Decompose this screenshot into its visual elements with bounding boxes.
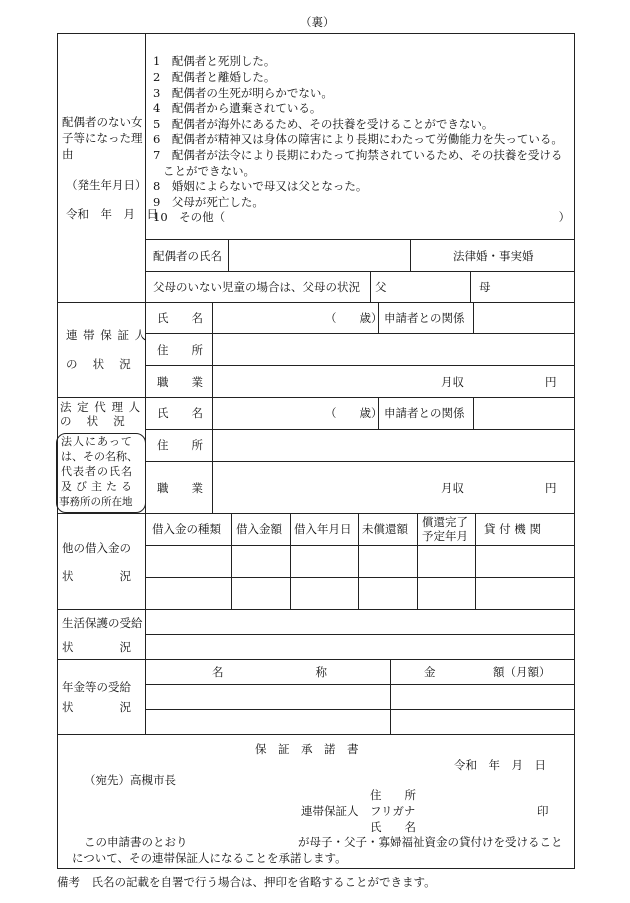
corp-note: 事務所の所在地 <box>59 496 133 508</box>
reason-item: 5 配偶者が海外にあるため、その扶養を受けることができない。 <box>153 117 494 131</box>
welfare-field[interactable] <box>146 610 575 659</box>
reason-item: 8 婚姻によらないで母又は父となった。 <box>153 179 368 193</box>
spouse-name-label: 配偶者の氏名 <box>153 249 222 263</box>
father-label: 父 <box>375 280 387 294</box>
reason-item: 1 配偶者と死別した。 <box>153 54 276 68</box>
guarantor-relation-field[interactable] <box>473 303 575 333</box>
reason-item: 4 配偶者から遺棄されている。 <box>153 101 322 115</box>
corp-note: 代表者の氏名 <box>61 465 133 478</box>
guarantor-income-field[interactable] <box>470 366 540 397</box>
corp-note: 及び主たる <box>61 480 136 493</box>
father-field[interactable] <box>387 272 470 302</box>
reason-item: 7 配偶者が法令により長期にわたって拘禁されているため、その扶養を受ける <box>153 148 563 162</box>
corp-note: は、その名称、 <box>61 450 138 463</box>
loans-col-type: 借入金の種類 <box>152 522 221 536</box>
guarantee-title: 保 証 承 諾 書 <box>255 742 359 756</box>
reason-item: 2 配偶者と離婚した。 <box>153 70 276 84</box>
legal-rep-header: 法 定 代 理 人 <box>60 400 142 414</box>
reason-item: 10 その他（ ） <box>153 210 571 224</box>
rule <box>370 271 371 302</box>
guarantor-address-label: 住 所 <box>157 343 203 357</box>
mother-label: 母 <box>479 280 491 294</box>
rule <box>57 734 575 735</box>
guarantor-header: 連 帯 保 証 人 <box>66 328 148 342</box>
reason-item: 6 配偶者が精神又は身体の障害により長期にわたって労働能力を失っている。 <box>153 132 563 146</box>
legal-rep-yen: 円 <box>545 481 557 495</box>
loans-col-lender: 貸 付 機 関 <box>484 522 541 536</box>
guarantor-job-field[interactable] <box>212 366 437 397</box>
loans-col-amount: 借入金額 <box>236 522 282 536</box>
welfare-header: 状 況 <box>62 640 131 654</box>
legal-rep-job-label: 職 業 <box>157 481 203 495</box>
guarantor-name-field[interactable] <box>212 303 322 333</box>
loans-row[interactable] <box>146 546 575 577</box>
pension-header: 年金等の受給 <box>62 680 131 694</box>
guarantee-body: が母子・父子・寡婦福祉資金の貸付けを受けること <box>298 835 563 849</box>
rule <box>470 271 471 302</box>
guarantor-job-label: 職 業 <box>157 375 203 389</box>
guarantee-body: この申請書のとおり <box>84 835 188 849</box>
reason-header: 由 <box>62 147 74 161</box>
loans-col-complete: 予定年月 <box>422 529 468 543</box>
legal-rep-address-field[interactable] <box>212 430 575 461</box>
spouse-name-field[interactable] <box>228 240 410 271</box>
legal-rep-header: の 状 況 <box>60 414 125 428</box>
mother-field[interactable] <box>493 272 575 302</box>
addressee: （宛先）高槻市長 <box>84 773 176 787</box>
legal-rep-job-field[interactable] <box>212 462 437 513</box>
legal-rep-relation-field[interactable] <box>473 398 575 429</box>
legal-rep-relation-label: 申請者との関係 <box>384 406 465 420</box>
loans-row[interactable] <box>146 578 575 609</box>
corp-note: 法人にあって <box>61 435 133 448</box>
guarantor-relation-label: 申請者との関係 <box>384 311 465 325</box>
seal-mark: 印 <box>537 804 549 818</box>
loans-header: 状 況 <box>62 569 131 583</box>
date-label: （発生年月日） <box>66 178 147 192</box>
guarantor-address-field[interactable] <box>212 334 575 365</box>
reason-item: 9 父母が死亡した。 <box>153 195 264 209</box>
pension-col-name: 名 称 <box>212 665 327 679</box>
reason-item: ことができない。 <box>163 164 255 178</box>
applicant-name-field[interactable] <box>195 833 295 849</box>
reason-header: 配偶者のない女 <box>62 115 143 129</box>
legal-rep-address-label: 住 所 <box>157 438 203 452</box>
guarantor-yen: 円 <box>545 375 557 389</box>
parents-label: 父母のいない児童の場合は、父母の状況 <box>153 280 360 294</box>
guarantee-address-label: 住 所 <box>370 788 416 802</box>
reason-header: 子等になった理 <box>62 131 143 145</box>
furigana-label: フリガナ <box>370 804 416 818</box>
date-value: 令和 年 月 日 <box>66 207 158 221</box>
guarantee-name-label: 氏 名 <box>370 820 416 834</box>
legal-rep-name-field[interactable] <box>212 398 322 429</box>
reason-item: 3 配偶者の生死が明らかでない。 <box>153 86 333 100</box>
rule <box>410 239 411 271</box>
marriage-type[interactable]: 法律婚・事実婚 <box>453 249 534 263</box>
guarantor-name-label: 氏 名 <box>157 311 203 325</box>
guarantee-guarantor-label: 連帯保証人 <box>301 804 359 818</box>
legal-rep-name-label: 氏 名 <box>157 406 203 420</box>
legal-rep-income-field[interactable] <box>470 462 540 513</box>
loans-header: 他の借入金の <box>62 541 131 555</box>
guarantor-income-label: 月収 <box>441 375 464 389</box>
rule <box>57 513 575 514</box>
pension-header: 状 況 <box>62 700 131 714</box>
pension-row[interactable] <box>146 685 575 709</box>
footnote: 備考 氏名の記載を自署で行う場合は、押印を省略することができます。 <box>57 875 436 889</box>
legal-rep-age: （ 歳） <box>325 406 383 420</box>
legal-rep-income-label: 月収 <box>441 481 464 495</box>
pension-row[interactable] <box>146 710 575 734</box>
loans-col-unpaid: 未償還額 <box>362 522 408 536</box>
loans-col-complete: 償還完了 <box>422 515 468 529</box>
guarantee-date: 令和 年 月 日 <box>454 758 546 772</box>
guarantee-body: について、その連帯保証人になることを承諾します。 <box>72 851 347 865</box>
guarantor-header: の 状 況 <box>66 357 131 371</box>
page-label: （裏） <box>300 15 335 29</box>
loans-col-date: 借入年月日 <box>294 522 352 536</box>
welfare-header: 生活保護の受給 <box>62 616 143 630</box>
pension-col-amount: 金 額（月額） <box>424 665 551 679</box>
guarantor-age: （ 歳） <box>325 311 383 325</box>
rule <box>57 659 575 660</box>
